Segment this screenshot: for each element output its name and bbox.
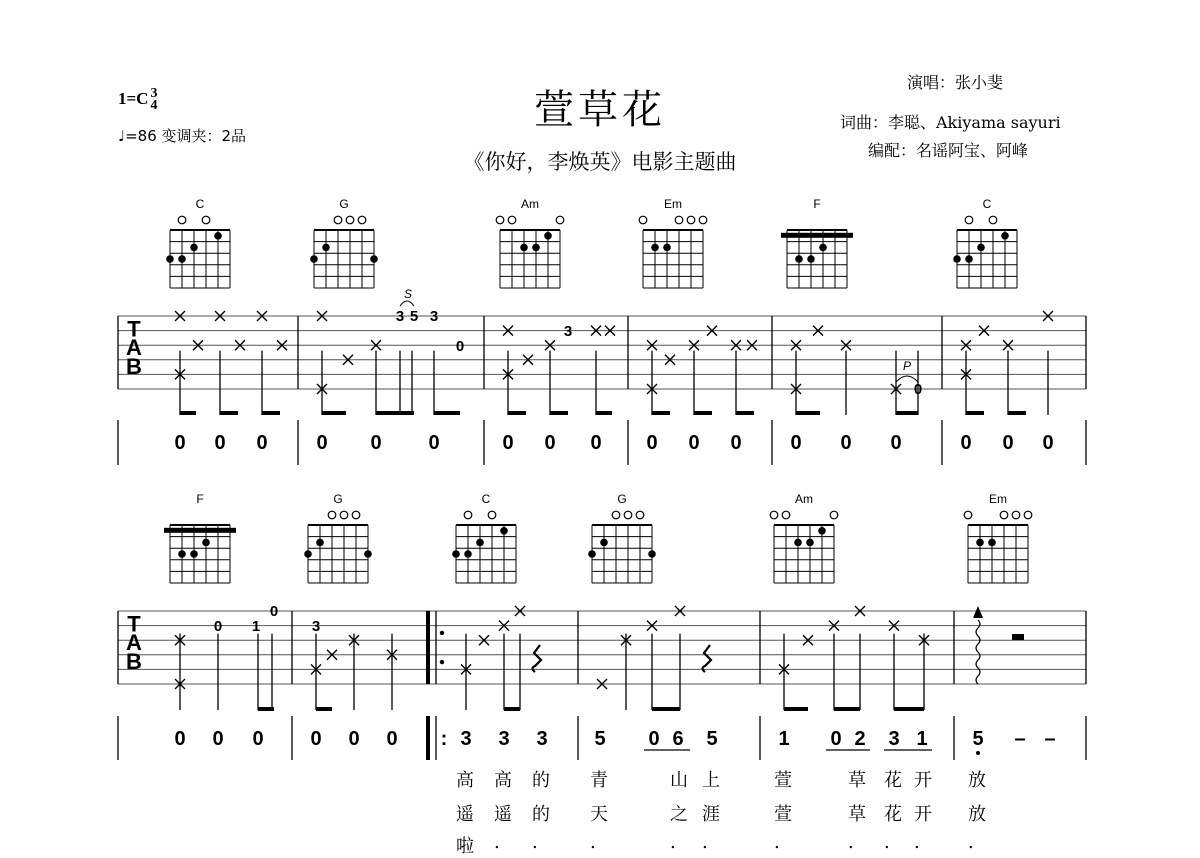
open-string-icon bbox=[1012, 511, 1020, 519]
tab-clef-a: A bbox=[126, 630, 142, 656]
lyric-char: . bbox=[848, 832, 854, 853]
lyric-char: 青 bbox=[590, 770, 608, 791]
rhythm-number: 0 bbox=[310, 728, 322, 750]
lyric-char: 遥 bbox=[456, 804, 474, 825]
key-signature: 1=C 3 4 bbox=[118, 86, 158, 113]
chord-diagram-em bbox=[964, 492, 1032, 583]
chord-name: G bbox=[333, 492, 343, 506]
repeat-dot-icon bbox=[440, 631, 444, 635]
rhythm-number: 1 bbox=[916, 728, 928, 750]
lyric-char: 的 bbox=[532, 770, 550, 791]
finger-dot-icon bbox=[452, 550, 460, 558]
finger-dot-icon bbox=[544, 232, 552, 240]
lyric-char: . bbox=[914, 832, 920, 853]
finger-dot-icon bbox=[532, 244, 540, 252]
open-string-icon bbox=[636, 511, 644, 519]
barre-icon bbox=[781, 233, 853, 238]
open-string-icon bbox=[464, 511, 472, 519]
rhythm-number: 3 bbox=[536, 728, 548, 750]
rhythm-number: 0 bbox=[688, 432, 700, 454]
fret-number: 3 bbox=[429, 308, 439, 325]
finger-dot-icon bbox=[806, 539, 814, 547]
finger-dot-icon bbox=[178, 255, 186, 263]
lyric-char: 山 bbox=[670, 770, 688, 791]
rhythm-number: 0 bbox=[316, 432, 328, 454]
finger-dot-icon bbox=[976, 539, 984, 547]
rhythm-number: 3 bbox=[888, 728, 900, 750]
barre-icon bbox=[164, 528, 236, 533]
rhythm-number: 0 bbox=[648, 728, 660, 750]
lyric-char: 萱 bbox=[774, 804, 792, 825]
rhythm-number: 0 bbox=[646, 432, 658, 454]
note-beam bbox=[784, 707, 808, 711]
rhythm-number: 6 bbox=[672, 728, 684, 750]
tab-clef-t: T bbox=[127, 611, 141, 637]
finger-dot-icon bbox=[794, 539, 802, 547]
lyric-char: 萱 bbox=[774, 770, 792, 791]
finger-dot-icon bbox=[178, 550, 186, 558]
tab-staff-2 bbox=[118, 603, 1086, 760]
finger-dot-icon bbox=[988, 539, 996, 547]
chord-name: Am bbox=[521, 197, 539, 211]
note-beam bbox=[376, 411, 414, 415]
time-signature: 3 4 bbox=[150, 86, 158, 113]
note-beam bbox=[596, 411, 612, 415]
lyric-char: 放 bbox=[968, 804, 986, 825]
rhythm-number: 0 bbox=[730, 432, 742, 454]
finger-dot-icon bbox=[819, 244, 827, 252]
open-string-icon bbox=[352, 511, 360, 519]
note-beam bbox=[894, 707, 924, 711]
finger-dot-icon bbox=[316, 539, 324, 547]
slide-mark: S bbox=[403, 287, 413, 301]
note-beam bbox=[1008, 411, 1026, 415]
note-beam bbox=[652, 411, 670, 415]
note-beam bbox=[258, 707, 274, 711]
lyric-char: 啦 bbox=[456, 836, 474, 857]
finger-dot-icon bbox=[663, 244, 671, 252]
note-beam bbox=[316, 707, 332, 711]
note-beam bbox=[896, 411, 918, 415]
lyric-char: . bbox=[774, 832, 780, 853]
finger-dot-icon bbox=[818, 527, 826, 535]
finger-dot-icon bbox=[476, 539, 484, 547]
chord-diagram-am bbox=[770, 492, 838, 583]
lyric-char: 开 bbox=[914, 804, 932, 825]
tab-clef-t: T bbox=[127, 316, 141, 342]
finger-dot-icon bbox=[364, 550, 372, 558]
rhythm-number: 0 bbox=[590, 432, 602, 454]
lyric-char: 高 bbox=[494, 770, 512, 791]
fret-number: 1 bbox=[251, 618, 261, 635]
note-beam bbox=[508, 411, 526, 415]
song-subtitle: 《你好，李焕英》电影主题曲 bbox=[463, 150, 737, 174]
finger-dot-icon bbox=[166, 255, 174, 263]
lyric-char: 之 bbox=[670, 804, 688, 825]
rhythm-number: 1 bbox=[778, 728, 790, 750]
open-string-icon bbox=[328, 511, 336, 519]
lyric-char: 草 bbox=[848, 804, 866, 825]
lyric-char: . bbox=[670, 832, 676, 853]
lyric-char: 草 bbox=[848, 770, 866, 791]
lyric-char: 上 bbox=[702, 770, 720, 791]
open-string-icon bbox=[346, 216, 354, 224]
lyric-char: 涯 bbox=[702, 804, 720, 825]
chord-name: Em bbox=[989, 492, 1007, 506]
open-string-icon bbox=[830, 511, 838, 519]
chord-diagram-c bbox=[452, 492, 516, 583]
chord-name: Em bbox=[664, 197, 682, 211]
note-beam bbox=[434, 411, 460, 415]
rhythm-number: – bbox=[1014, 728, 1026, 750]
rhythm-number: – bbox=[1044, 728, 1056, 750]
fret-number: 0 bbox=[455, 338, 465, 355]
finger-dot-icon bbox=[190, 550, 198, 558]
open-string-icon bbox=[508, 216, 516, 224]
tab-staff-1 bbox=[118, 287, 1086, 465]
tab-clef-b: B bbox=[126, 354, 142, 380]
lyric-char: 花 bbox=[884, 770, 902, 791]
note-beam bbox=[694, 411, 712, 415]
lyric-char: 遥 bbox=[494, 804, 512, 825]
song-title: 萱草花 bbox=[534, 87, 666, 133]
fret-number: 0 bbox=[269, 603, 279, 620]
finger-dot-icon bbox=[648, 550, 656, 558]
finger-dot-icon bbox=[588, 550, 596, 558]
open-string-icon bbox=[334, 216, 342, 224]
chord-diagram-em bbox=[639, 197, 707, 288]
open-string-icon bbox=[639, 216, 647, 224]
open-string-icon bbox=[556, 216, 564, 224]
chord-diagram-g bbox=[588, 492, 656, 583]
chord-name: C bbox=[982, 197, 992, 211]
lyric-char: . bbox=[884, 832, 890, 853]
fret-number: 5 bbox=[409, 308, 419, 325]
rhythm-number: 0 bbox=[840, 432, 852, 454]
arpeggio-icon bbox=[976, 620, 980, 684]
chord-diagram-c bbox=[166, 197, 230, 288]
note-beam bbox=[966, 411, 984, 415]
tab-clef-b: B bbox=[126, 649, 142, 675]
open-string-icon bbox=[1024, 511, 1032, 519]
rhythm-number: 5 bbox=[972, 728, 984, 750]
note-beam bbox=[322, 411, 346, 415]
rhythm-number: 0 bbox=[830, 728, 842, 750]
open-string-icon bbox=[675, 216, 683, 224]
finger-dot-icon bbox=[977, 244, 985, 252]
finger-dot-icon bbox=[520, 244, 528, 252]
finger-dot-icon bbox=[370, 255, 378, 263]
chord-diagram-c bbox=[953, 197, 1017, 288]
tempo-marking: ♩=86 变调夹：2品 bbox=[118, 127, 247, 145]
half-rest-icon bbox=[1012, 634, 1024, 640]
rhythm-number: 0 bbox=[1042, 432, 1054, 454]
lyric-char: . bbox=[532, 832, 538, 853]
pulloff-mark: P bbox=[902, 359, 912, 373]
rhythm-number: 0 bbox=[174, 432, 186, 454]
slide-arc-icon bbox=[400, 301, 414, 306]
chord-name: F bbox=[196, 492, 204, 506]
arranger-credit: 编配：名谣阿宝、阿峰 bbox=[868, 141, 1029, 160]
rhythm-number: 0 bbox=[212, 728, 224, 750]
chord-diagram-am bbox=[496, 197, 564, 288]
finger-dot-icon bbox=[214, 232, 222, 240]
fret-number: 0 bbox=[213, 618, 223, 635]
repeat-dot-icon bbox=[440, 660, 444, 664]
finger-dot-icon bbox=[600, 539, 608, 547]
rhythm-number: 2 bbox=[854, 728, 866, 750]
chord-name: C bbox=[195, 197, 205, 211]
open-string-icon bbox=[612, 511, 620, 519]
note-beam bbox=[220, 411, 238, 415]
rhythm-number: 0 bbox=[890, 432, 902, 454]
open-string-icon bbox=[202, 216, 210, 224]
rhythm-number: 0 bbox=[386, 728, 398, 750]
chord-name: G bbox=[339, 197, 349, 211]
chord-name: Am bbox=[795, 492, 813, 506]
rhythm-number: 0 bbox=[214, 432, 226, 454]
note-beam bbox=[834, 707, 860, 711]
arpeggio-arrow-icon bbox=[973, 606, 983, 618]
fret-number: 3 bbox=[311, 618, 321, 635]
open-string-icon bbox=[699, 216, 707, 224]
chord-diagram-f bbox=[781, 197, 853, 288]
finger-dot-icon bbox=[202, 539, 210, 547]
rhythm-number: 0 bbox=[174, 728, 186, 750]
open-string-icon bbox=[496, 216, 504, 224]
rhythm-number: 5 bbox=[706, 728, 718, 750]
fret-number: 0 bbox=[913, 381, 923, 398]
open-string-icon bbox=[340, 511, 348, 519]
finger-dot-icon bbox=[795, 255, 803, 263]
lyric-char: 天 bbox=[590, 804, 608, 825]
finger-dot-icon bbox=[464, 550, 472, 558]
lyric-char: 放 bbox=[968, 770, 986, 791]
note-beam bbox=[796, 411, 820, 415]
chord-name: F bbox=[813, 197, 821, 211]
tab-clef-a: A bbox=[126, 335, 142, 361]
finger-dot-icon bbox=[500, 527, 508, 535]
note-beam bbox=[180, 411, 196, 415]
lyric-char: 高 bbox=[456, 770, 474, 791]
open-string-icon bbox=[1000, 511, 1008, 519]
finger-dot-icon bbox=[965, 255, 973, 263]
open-string-icon bbox=[964, 511, 972, 519]
note-beam bbox=[550, 411, 568, 415]
rhythm-number: 0 bbox=[790, 432, 802, 454]
open-string-icon bbox=[624, 511, 632, 519]
rhythm-number: 0 bbox=[256, 432, 268, 454]
finger-dot-icon bbox=[322, 244, 330, 252]
lyric-char: 的 bbox=[532, 804, 550, 825]
quarter-note-icon: ♩ bbox=[118, 127, 126, 145]
lyric-char: . bbox=[702, 832, 708, 853]
finger-dot-icon bbox=[651, 244, 659, 252]
chord-name: G bbox=[617, 492, 627, 506]
rhythm-number: 5 bbox=[594, 728, 606, 750]
open-string-icon bbox=[965, 216, 973, 224]
fret-number: 3 bbox=[395, 308, 405, 325]
rhythm-number: 0 bbox=[428, 432, 440, 454]
finger-dot-icon bbox=[1001, 232, 1009, 240]
open-string-icon bbox=[770, 511, 778, 519]
open-string-icon bbox=[488, 511, 496, 519]
finger-dot-icon bbox=[304, 550, 312, 558]
quarter-rest-icon bbox=[533, 645, 542, 672]
finger-dot-icon bbox=[953, 255, 961, 263]
lyric-char: . bbox=[968, 832, 974, 853]
open-string-icon bbox=[687, 216, 695, 224]
lyric-char: . bbox=[494, 832, 500, 853]
rhythm-number: 0 bbox=[252, 728, 264, 750]
chord-diagram-g bbox=[304, 492, 372, 583]
finger-dot-icon bbox=[190, 244, 198, 252]
chord-diagram-f bbox=[164, 492, 236, 583]
rhythm-number: 0 bbox=[348, 728, 360, 750]
finger-dot-icon bbox=[807, 255, 815, 263]
low-octave-dot-icon bbox=[976, 751, 980, 755]
singer-credit: 演唱：张小斐 bbox=[907, 73, 1004, 92]
open-string-icon bbox=[178, 216, 186, 224]
lyric-char: 花 bbox=[884, 804, 902, 825]
rhythm-number: 3 bbox=[498, 728, 510, 750]
rhythm-number: 0 bbox=[544, 432, 556, 454]
lyric-char: 开 bbox=[914, 770, 932, 791]
repeat-colon: : bbox=[440, 728, 448, 750]
rhythm-number: 0 bbox=[502, 432, 514, 454]
finger-dot-icon bbox=[310, 255, 318, 263]
rhythm-number: 0 bbox=[960, 432, 972, 454]
composer-credit: 词曲：李聪、Akiyama sayuri bbox=[840, 113, 1061, 132]
fret-number: 3 bbox=[563, 323, 573, 340]
open-string-icon bbox=[782, 511, 790, 519]
rhythm-number: 0 bbox=[1002, 432, 1014, 454]
quarter-rest-icon bbox=[703, 645, 712, 672]
rhythm-number: 0 bbox=[370, 432, 382, 454]
note-beam bbox=[262, 411, 280, 415]
lyric-char: . bbox=[590, 832, 596, 853]
note-beam bbox=[504, 707, 520, 711]
open-string-icon bbox=[358, 216, 366, 224]
rhythm-number: 3 bbox=[460, 728, 472, 750]
open-string-icon bbox=[989, 216, 997, 224]
note-beam bbox=[736, 411, 754, 415]
chord-name: C bbox=[481, 492, 491, 506]
chord-diagram-g bbox=[310, 197, 378, 288]
note-beam bbox=[652, 707, 680, 711]
